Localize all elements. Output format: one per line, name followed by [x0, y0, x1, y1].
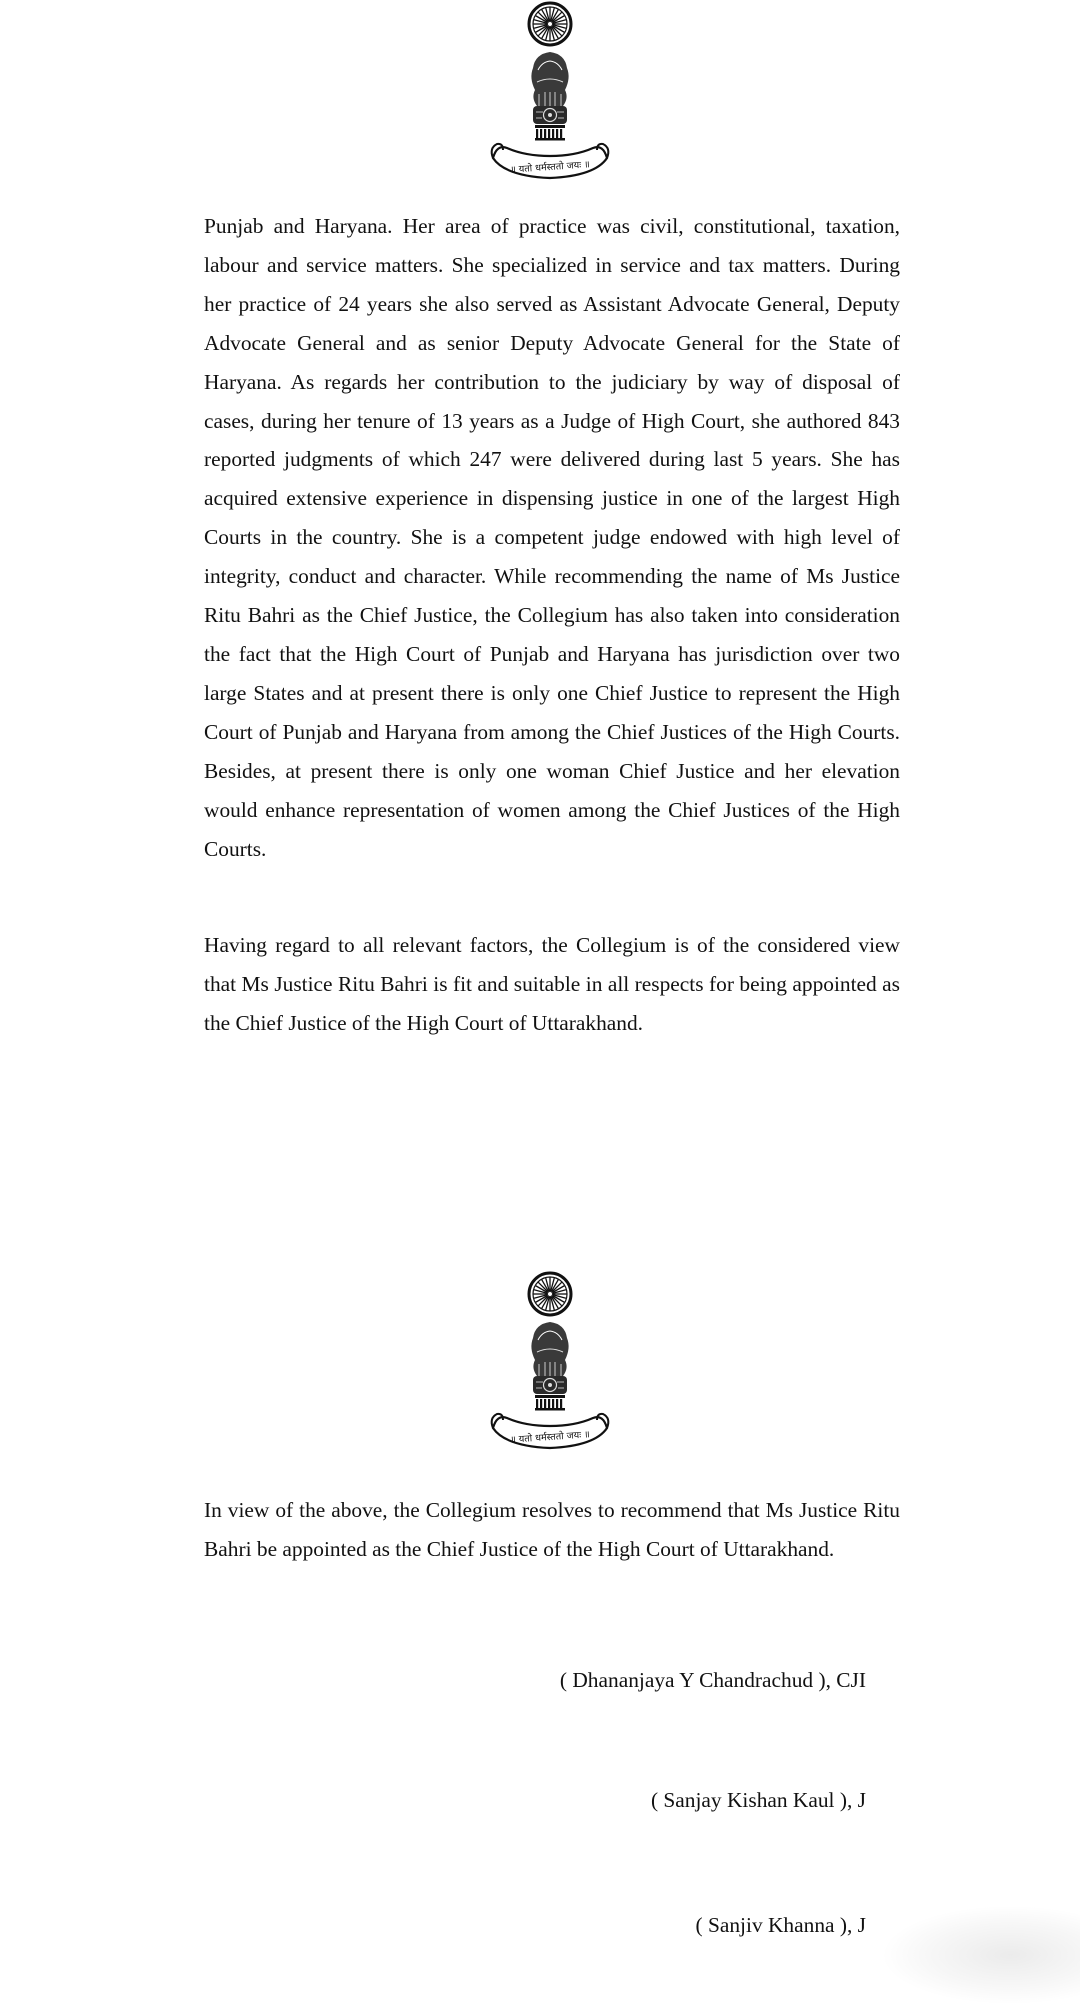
- signatory-cji: ( Dhananjaya Y Chandrachud ), CJI: [559, 1668, 866, 1692]
- svg-text:॥ यतो धर्मस्ततो जयः ॥: ॥ यतो धर्मस्ततो जयः ॥: [509, 159, 591, 176]
- page-curl-shadow: [880, 1905, 1080, 2005]
- paragraph-text: In view of the above, the Collegium resolves to recommend that Ms Justice Ritu Bahri be appointed as the Chief Justice of the High Court of Uttarakhand.: [204, 1498, 900, 1561]
- signatory-judge: ( Sanjiv Khanna ), J: [695, 1913, 866, 1937]
- body-paragraph-collegium-view: [204, 926, 900, 1043]
- body-paragraph-candidate-profile: [204, 207, 900, 868]
- paragraph-text: Having regard to all relevant factors, the Collegium is of the considered view that Ms Justice Ritu Bahri is fit and suitable in all respects for being appointed as the Chief Justice of the High Court of Uttarakhand.: [204, 933, 900, 1035]
- supreme-court-emblem-icon: [475, 0, 625, 188]
- paragraph-text: Punjab and Haryana. Her area of practice was civil, constitutional, taxation, labour and service matters. She specialized in service and tax matters. During her practice of 24 years she also served as Assistant Advocate General, Deputy Advocate General and as senior Deputy Advocate General for the State of Haryana. As regards her contribution to the judiciary by way of disposal of cases, during her tenure of 13 years as a Judge of High Court, she authored 843 reported judgments of which 247 were delivered during last 5 years. She has acquired extensive experience in dispensing justice in one of the largest High Courts in the country. She is a competent judge endowed with high level of integrity, conduct and character. While recommending the name of Ms Justice Ritu Bahri as the Chief Justice, the Collegium has also taken into consideration the fact that the High Court of Punjab and Haryana has jurisdiction over two large States and at present there is only one Chief Justice to represent the High Court of Punjab and Haryana from among the Chief Justices of the High Courts. Besides, at present there is only one woman Chief Justice and her elevation would enhance representation of women among the Chief Justices of the High Courts.: [204, 214, 900, 861]
- body-paragraph-resolution: [204, 1491, 900, 1569]
- signatory-judge: ( Sanjay Kishan Kaul ), J: [650, 1788, 866, 1812]
- svg-text:॥ यतो धर्मस्ततो जयः ॥: ॥ यतो धर्मस्ततो जयः ॥: [509, 1429, 591, 1446]
- supreme-court-emblem-icon: [475, 1268, 625, 1458]
